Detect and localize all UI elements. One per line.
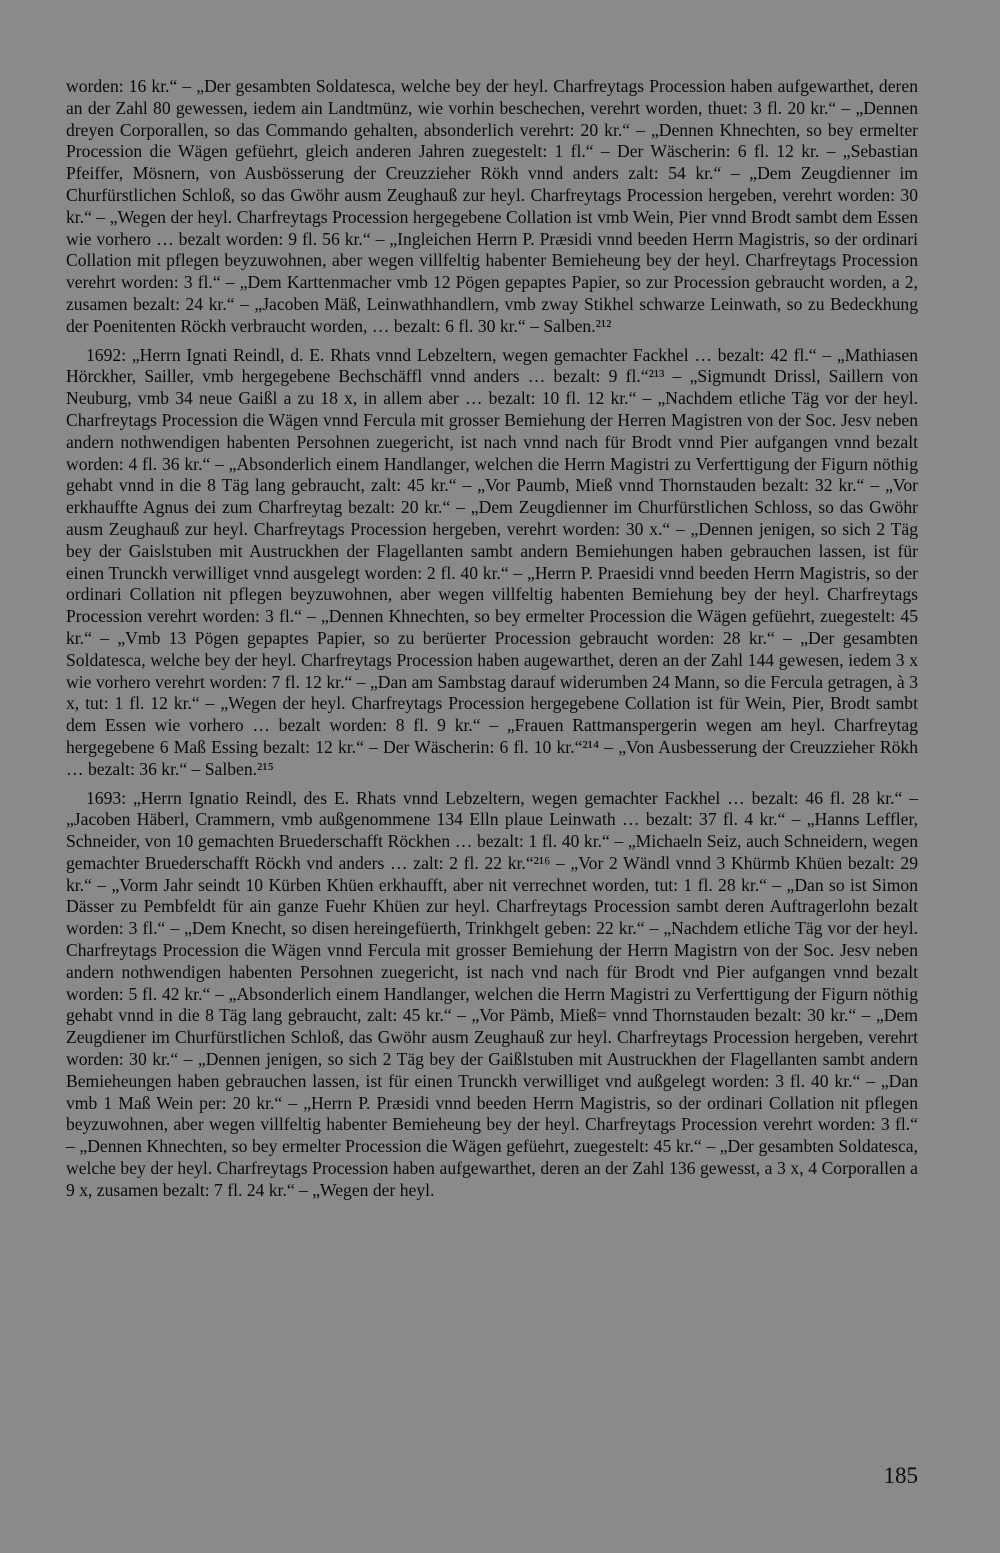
- paragraph-1692: 1692: „Herrn Ignati Reindl, d. E. Rhats vnnd Lebzeltern, wegen gemachter Fackhel … bezalt: 42 fl.“ – „Mathiasen Hörckher, Sailler, vmb hergegebene Bechschäffl vnnd anders … bezalt: 9 fl.“²¹³ – „Sigmundt Drissl, Saillern von Neuburg, vmb 34 neue Gaißl a zu 18 x, in allem aber … bezalt: 10 fl. 12 kr.“ – „Nachdem etliche Täg vor der heyl. Charfreytags Procession die Wägen vnnd Fercula mit grosser Bemiehung der Herren Magistren von der Soc. Jesv neben andern nothwendigen habenten Persohnen zuegericht, ist nach vnnd nach für Brodt vnnd Pier aufgangen vnnd bezalt worden: 4 fl. 36 kr.“ – „Absonderlich einem Handlanger, welchen die Herrn Magistri zu Verferttigung der Figurn nöthig gehabt vnnd in die 8 Täg lang gebraucht, zalt: 45 kr.“ – „Vor Paumb, Mieß vnnd Thornstauden bezalt: 32 kr.“ – „Vor erkhauffte Agnus dei zum Charfreytag bezalt: 20 kr.“ – „Dem Zeugdienner im Churfürstlichen Schloss, so das Gwöhr ausm Zeughauß zur heyl. Charfreytags Procession hergeben, verehrt worden: 30 x.“ – „Dennen jenigen, so sich 2 Täg bey der Gaislstuben mit Austruckhen der Flagellanten sambt andern Bemiehungen haben gebrauchen lassen, ist für einen Trunckh verwilliget vnnd ausgelegt worden: 2 fl. 40 kr.“ – „Herrn P. Praesidi vnnd beeden Herrn Magistris, so der ordinari Collation nit pflegen beyzuwohnen, aber wegen villfeltig habenten Bemiehung bey der heyl. Charfreytags Procession verehrt worden: 3 fl.“ – „Dennen Khnechten, so bey ermelter Procession die Wägen gefüehrt, zuegestelt: 45 kr.“ – „Vmb 13 Pögen gepaptes Papier, so zu berüerter Procession gebraucht worden: 28 kr.“ – „Der gesambten Soldatesca, welche bey der heyl. Charfreytags Procession haben augewarthet, deren an der Zahl 144 gewesen, iedem 3 x wie vorhero verehrt worden: 7 fl. 12 kr.“ – „Dan am Sambstag darauf widerumben 24 Mann, so die Fercula getragen, à 3 x, tut: 1 fl. 12 kr.“ – „Wegen der heyl. Charfreytags Procession hergegebene Collation ist für Wein, Pier, Brodt sambt dem Essen wie vorhero … bezalt worden: 8 fl. 9 kr.“ – „Frauen Rattmanspergerin wegen am heyl. Charfreytag hergegebene 6 Maß Essing bezalt: 12 kr.“ – Der Wäscherin: 6 fl. 10 kr.“²¹⁴ – „Von Ausbesserung der Creuzzieher Rökh … bezalt: 36 kr.“ – Salben.²¹⁵: [66, 344, 918, 779]
- body-text: [66, 76, 918, 1202]
- page-number: 185: [883, 1463, 918, 1488]
- paragraph-1691-continued: worden: 16 kr.“ – „Der gesambten Soldatesca, welche bey der heyl. Charfreytags Procession haben aufgewarthet, deren an der Zahl 80 gewessen, iedem ain Landtmünz, wie vorhin beschechen, verehrt worden, thuet: 3 fl. 20 kr.“ – „Dennen dreyen Corporallen, so das Commando gehalten, absonderlich verehrt: 20 kr.“ – „Dennen Khnechten, so bey ermelter Procession die Wägen gefüehrt, gleich anderen Jahren zuegestelt: 1 fl.“ – Der Wäscherin: 6 fl. 12 kr. – „Sebastian Pfeiffer, Mösnern, von Ausbösserung der Creuzzieher Rökh vnnd anders zalt: 54 kr.“ – „Dem Zeugdienner im Churfürstlichen Schloß, so das Gwöhr ausm Zeughauß zur heyl. Charfreytags Procession hergeben, verehrt worden: 30 kr.“ – „Wegen der heyl. Charfreytags Procession hergegebene Collation ist vmb Wein, Pier vnnd Brodt sambt dem Essen wie vorhero … bezalt worden: 9 fl. 56 kr.“ – „Ingleichen Herrn P. Præsidi vnnd beeden Herrn Magistris, so der ordinari Collation mit pflegen beyzuwohnen, aber wegen villfeltig habenter Bemieheung bey der heyl. Charfreytags Procession verehrt worden: 3 fl.“ – „Dem Karttenmacher vmb 12 Pögen gepaptes Papier, so zur Procession gebraucht worden, a 2, zusamen bezalt: 24 kr.“ – „Jacoben Mäß, Leinwathhandlern, vmb zway Stikhel schwarze Leinwath, so zu Bedeckhung der Poenitenten Röckh verbraucht worden, … bezalt: 6 fl. 30 kr.“ – Salben.²¹²: [66, 76, 918, 336]
- paragraph-1693: 1693: „Herrn Ignatio Reindl, des E. Rhats vnnd Lebzeltern, wegen gemachter Fackhel … bezalt: 46 fl. 28 kr.“ – „Jacoben Häberl, Crammern, vmb außgenommene 134 Elln plaue Leinwath … bezalt: 37 fl. 4 kr.“ – „Hanns Leffler, Schneider, von 10 gemachten Bruederschafft Röckhen … bezalt: 1 fl. 40 kr.“ – „Michaeln Seiz, auch Schneidern, wegen gemachter Bruederschafft Röckh vnd anders … zalt: 2 fl. 22 kr.“²¹⁶ – „Vor 2 Wändl vnnd 3 Khürmb Khüen bezalt: 29 kr.“ – „Vorm Jahr seindt 10 Kürben Khüen erkhaufft, aber nit verrechnet worden, tut: 1 fl. 28 kr.“ – „Dan so ist Simon Dässer zu Pembfeldt für ain ganze Fuehr Khüen zur heyl. Charfreytags Procession sambt deren Auftragerlohn bezalt worden: 3 fl.“ – „Dem Knecht, so disen hereingefüerth, Trinkhgelt geben: 22 kr.“ – „Nachdem etliche Täg vor der heyl. Charfreytags Procession die Wägen vnnd Fercula mit grosser Bemiehung der Herrn Magistrn von der Soc. Jesv neben andern nothwendigen habenten Persohnen zuegericht, ist nach vnd nach für Brodt vnd Pier aufgangen vnnd bezalt worden: 5 fl. 42 kr.“ – „Absonderlich einem Handlanger, welchen die Herrn Magistri zu Verferttigung der Figurn nöthig gehabt vnnd in die 8 Täg lang gebraucht, zalt: 45 kr.“ – „Vor Pämb, Mieß= vnnd Thornstauden bezalt: 30 kr.“ – „Dem Zeugdiener im Churfürstlichen Schloß, das Gwöhr ausm Zeughauß zur heyl. Charfreytags Procession hergeben, verehrt worden: 30 kr.“ – „Dennen jenigen, so sich 2 Täg bey der Gaißlstuben mit Austruckhen der Flagellanten sambt andern Bemieheungen haben gebrauchen lassen, ist für einen Trunckh verwilliget vnd außgelegt worden: 3 fl. 40 kr.“ – „Dan vmb 1 Maß Wein per: 20 kr.“ – „Herrn P. Præsidi vnnd beeden Herrn Magistris, so der ordinari Collation nit pflegen beyzuwohnen, aber wegen villfeltig habenter Bemieheung bey der heyl. Charfreytags Procession verehrt worden: 3 fl.“ – „Dennen Khnechten, so bey ermelter Procession die Wägen gefüehrt, zuegestelt: 45 kr.“ – „Der gesambten Soldatesca, welche bey der heyl. Charfreytags Procession haben aufgewarthet, deren an der Zahl 136 gewesst, a 3 x, 4 Corporallen a 9 x, zusamen bezalt: 7 fl. 24 kr.“ – „Wegen der heyl.: [66, 787, 918, 1200]
